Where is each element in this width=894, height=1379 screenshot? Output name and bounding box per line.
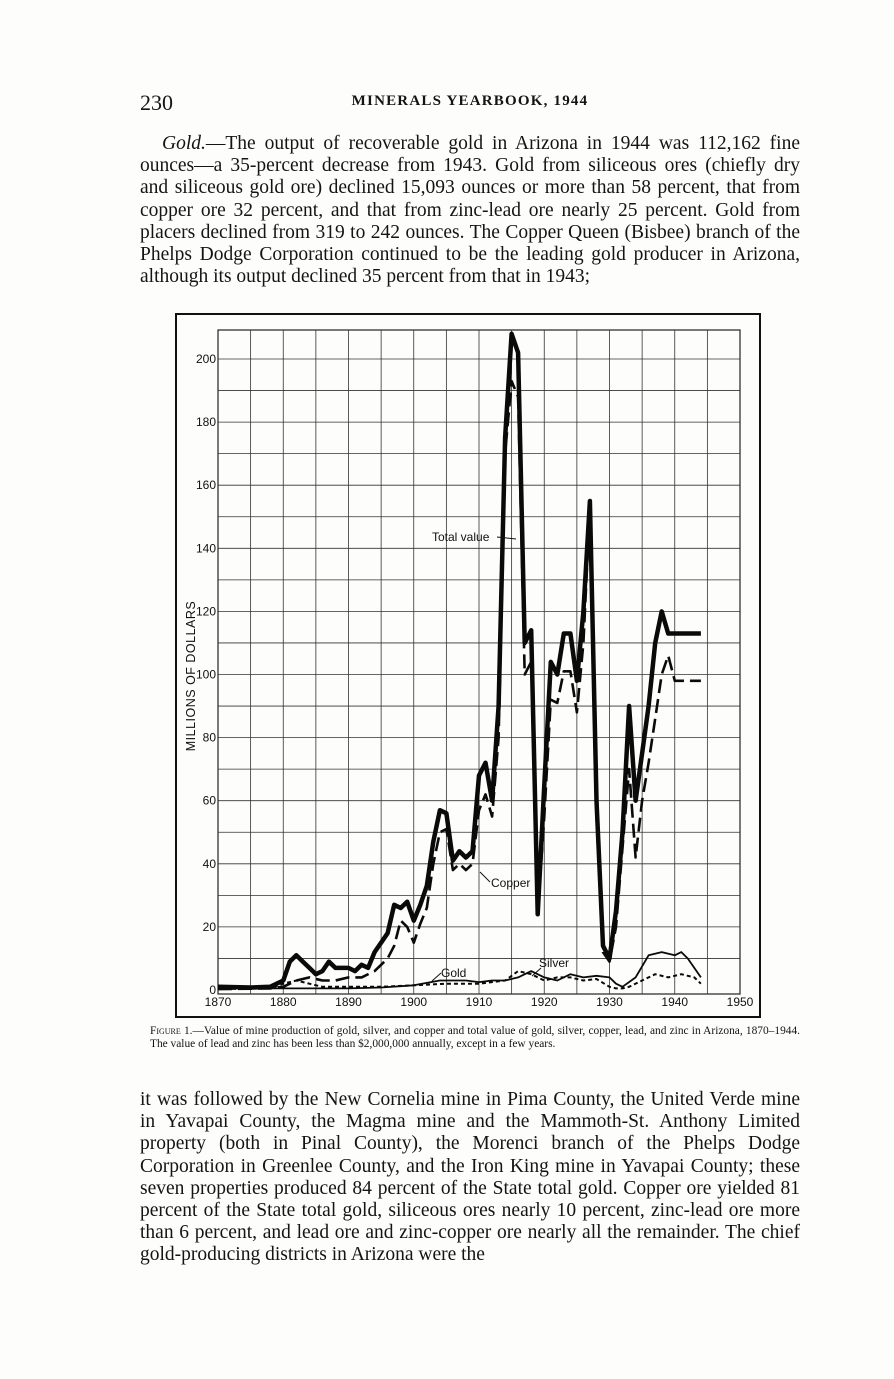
y-tick-label: 0 <box>209 983 216 997</box>
paragraph-continued: it was followed by the New Cornelia mine in Pima County, the United Verde mine in Yavapai County, the Magma mine and the Mammoth-St. Anthony Limited property (both in Pinal County), the Morenci branch of the Phelps Dodge Corporation in Greenlee County, and the Iron King mine in Yavapai County; these seven properties produced 84 percent of the State total gold. Copper ore yielded 81 percent of the State total gold, siliceous ores nearly 10 percent, zinc-lead ore more than 6 percent, and lead ore and zinc-copper ore nearly all the remainder. The chief gold-producing districts in Arizona were the <box>140 1089 800 1266</box>
x-tick-label: 1870 <box>204 995 232 1009</box>
y-tick-label: 200 <box>195 352 216 366</box>
y-tick-label: 180 <box>195 415 216 430</box>
x-tick-label: 1900 <box>400 995 428 1009</box>
series-line-total-value <box>218 334 701 988</box>
x-tick-label: 1910 <box>465 995 493 1009</box>
paragraph-text: —The output of recoverable gold in Arizona in 1944 was 112,162 fine ounces—a 35-percent decrease from 1943. Gold from siliceous ores (chiefly dry and siliceous gold ore) declined 15,093 ounces or more than 58 percent, that from copper ore 32 percent, and that from zinc-lead ore nearly 25 percent. Gold from placers declined from 319 to 242 ounces. The Copper Queen (Bisbee) branch of the Phelps Dodge Corporation continued to be the leading gold producer in Arizona, although its output declined 35 percent from that in 1943; <box>140 133 800 288</box>
annotation-leader-copper <box>480 872 490 882</box>
series-line-copper <box>218 381 701 989</box>
y-tick-label: 100 <box>195 667 216 682</box>
annotation-silver: Silver <box>539 956 570 970</box>
y-axis-label: MILLIONS OF DOLLARS <box>184 600 198 752</box>
x-tick-label: 1940 <box>661 995 689 1009</box>
y-tick-label: 120 <box>195 604 216 619</box>
figure-label: Figure 1. <box>150 1025 193 1037</box>
annotation-total-value: Total value <box>432 530 490 544</box>
annotation-gold: Gold <box>441 966 467 980</box>
annotation-leader-total-value <box>497 537 516 539</box>
paragraph-lead: Gold. <box>162 133 206 154</box>
figure-caption <box>150 1025 800 1050</box>
running-title: MINERALS YEARBOOK, 1944 <box>351 93 589 109</box>
y-tick-label: 60 <box>202 793 216 808</box>
annotation-copper: Copper <box>491 876 531 890</box>
x-tick-label: 1890 <box>335 995 362 1009</box>
x-tick-label: 1880 <box>269 995 297 1009</box>
y-tick-label: 140 <box>195 541 216 556</box>
y-tick-label: 20 <box>202 919 216 934</box>
y-tick-label: 160 <box>195 478 216 493</box>
y-tick-label: 40 <box>202 856 216 871</box>
figure-caption-text: —Value of mine production of gold, silver, and copper and total value of gold, silver, copper, lead, and zinc in Arizona, 1870–1944. The value of lead and zinc has been less than $2,000,000 annually, except in a few years. <box>150 1025 800 1050</box>
y-tick-label: 80 <box>202 730 216 745</box>
x-tick-label: 1920 <box>530 995 558 1009</box>
x-tick-label: 1930 <box>596 995 623 1009</box>
page-number: 230 <box>140 90 173 115</box>
x-tick-label: 1950 <box>726 995 754 1009</box>
